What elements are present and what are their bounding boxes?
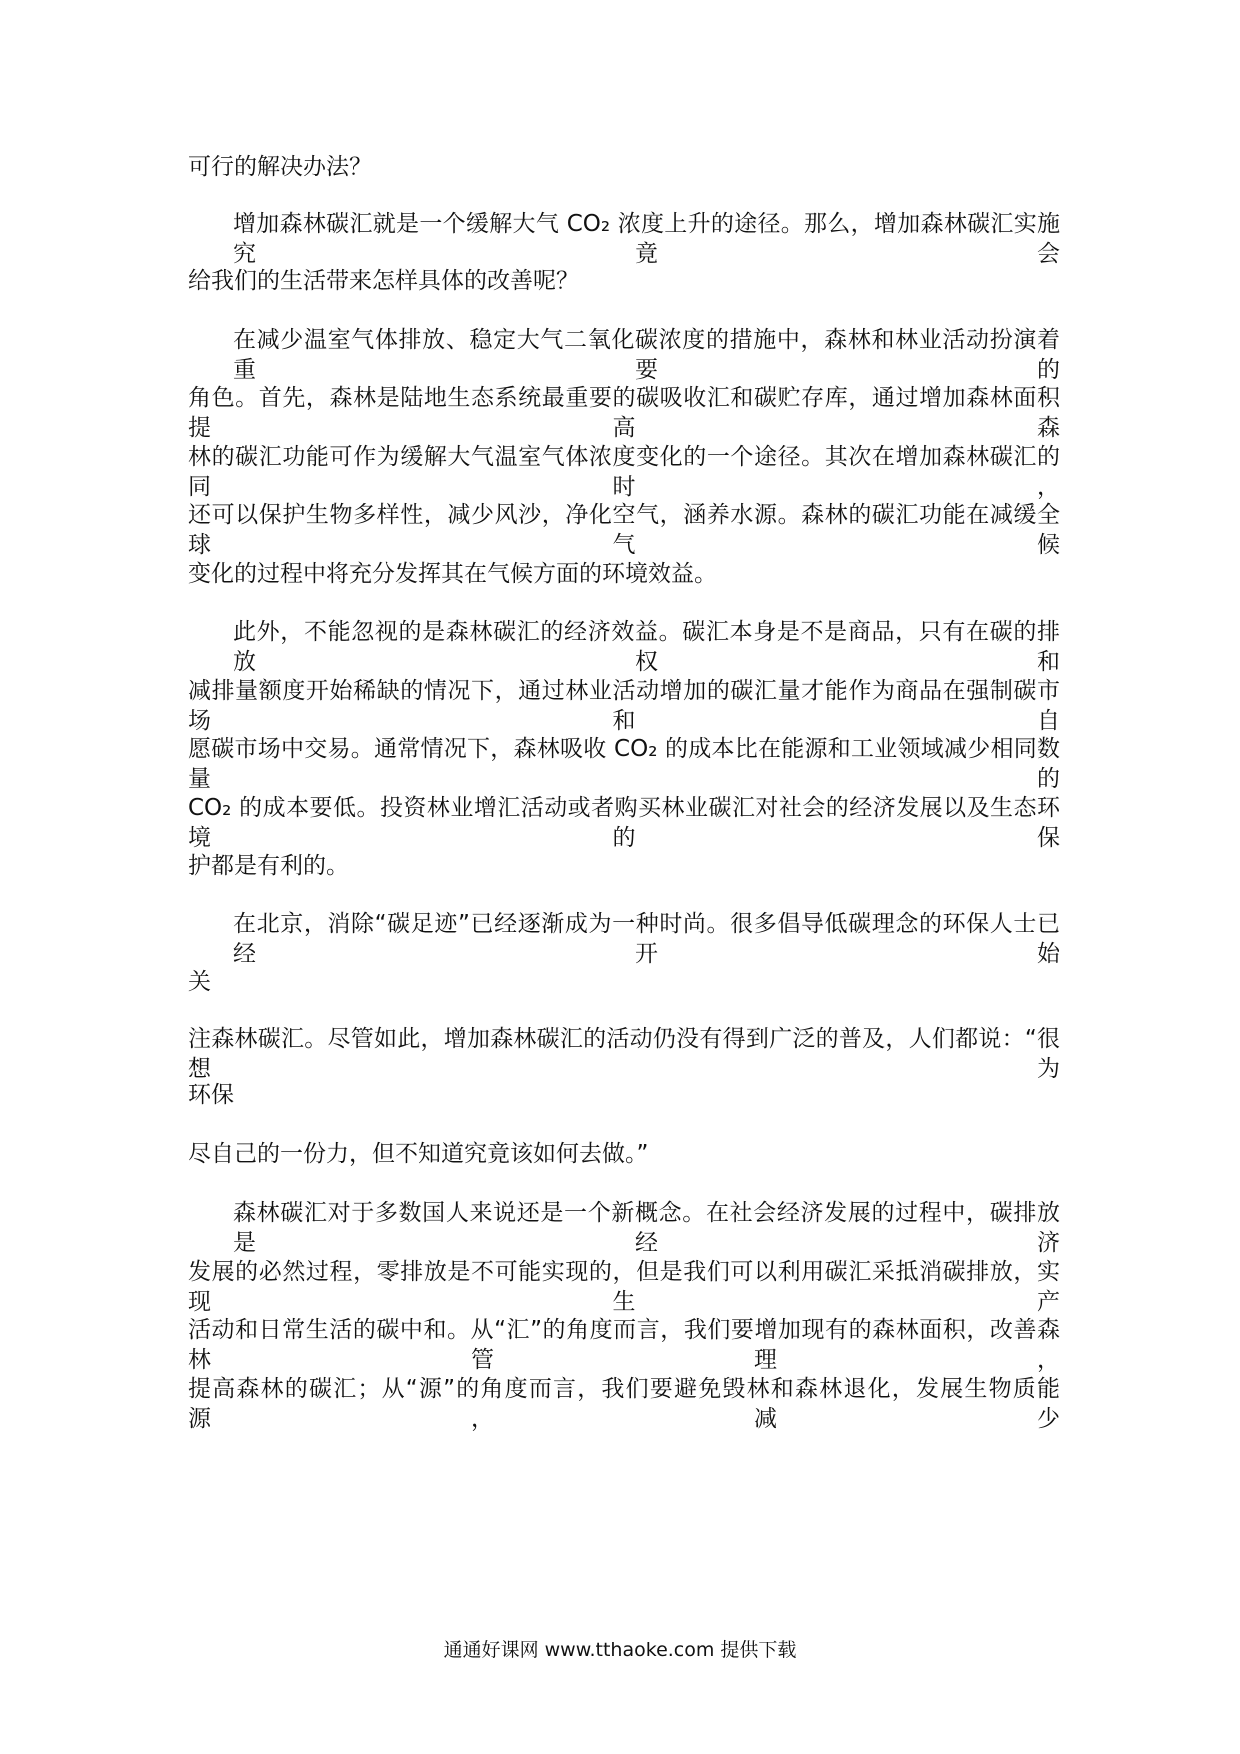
text-line: 护都是有利的。: [188, 853, 349, 879]
text-line: 角色。首先，森林是陆地生态系统最重要的碳吸收汇和碳贮存库，通过增加森林面积提高森: [188, 385, 1060, 441]
text-line: 变化的过程中将充分发挥其在气候方面的环境效益。: [188, 561, 717, 587]
paragraph-first-line: 在北京，消除“碳足迹”已经逐渐成为一种时尚。很多倡导低碳理念的环保人士已经开始: [233, 911, 1060, 967]
text-line: 减排量额度开始稀缺的情况下，通过林业活动增加的碳汇量才能作为商品在强制碳市场和自: [188, 678, 1060, 734]
text-line: 提高森林的碳汇；从“源”的角度而言，我们要避免毁林和森林退化，发展生物质能源，减少: [188, 1376, 1060, 1432]
text-line: 给我们的生活带来怎样具体的改善呢？: [188, 268, 579, 294]
text-line: 活动和日常生活的碳中和。从“汇”的角度而言，我们要增加现有的森林面积，改善森林管理，: [188, 1317, 1060, 1373]
paragraph-first-line: 增加森林碳汇就是一个缓解大气 CO₂ 浓度上升的途径。那么，增加森林碳汇实施究竟会: [233, 211, 1060, 267]
paragraph-first-line: 森林碳汇对于多数国人来说还是一个新概念。在社会经济发展的过程中，碳排放是经济: [233, 1200, 1060, 1256]
text-line: 环保: [188, 1082, 234, 1108]
text-line: 关: [188, 969, 211, 995]
text-line: 可行的解决办法？: [188, 154, 372, 180]
paragraph-first-line: 在减少温室气体排放、稳定大气二氧化碳浓度的措施中，森林和林业活动扮演着重要的: [233, 327, 1060, 383]
paragraph-first-line: 此外，不能忽视的是森林碳汇的经济效益。碳汇本身是不是商品，只有在碳的排放权和: [233, 619, 1060, 675]
text-line: 注森林碳汇。尽管如此，增加森林碳汇的活动仍没有得到广泛的普及，人们都说：“很想为: [188, 1026, 1060, 1082]
text-line: 林的碳汇功能可作为缓解大气温室气体浓度变化的一个途径。其次在增加森林碳汇的同时，: [188, 444, 1060, 500]
text-line: 还可以保护生物多样性，减少风沙，净化空气，涵养水源。森林的碳汇功能在减缓全球气候: [188, 502, 1060, 558]
text-line: 发展的必然过程，零排放是不可能实现的，但是我们可以利用碳汇采抵消碳排放，实现生产: [188, 1259, 1060, 1315]
text-line: 尽自己的一份力，但不知道究竟该如何去做。”: [188, 1141, 649, 1167]
text-line: 愿碳市场中交易。通常情况下，森林吸收 CO₂ 的成本比在能源和工业领域减少相同数量的: [188, 736, 1060, 792]
page-footer: 通通好课网 www.tthaoke.com 提供下载: [443, 1639, 797, 1661]
text-line: CO₂ 的成本要低。投资林业增汇活动或者购买林业碳汇对社会的经济发展以及生态环境的保: [188, 795, 1060, 851]
